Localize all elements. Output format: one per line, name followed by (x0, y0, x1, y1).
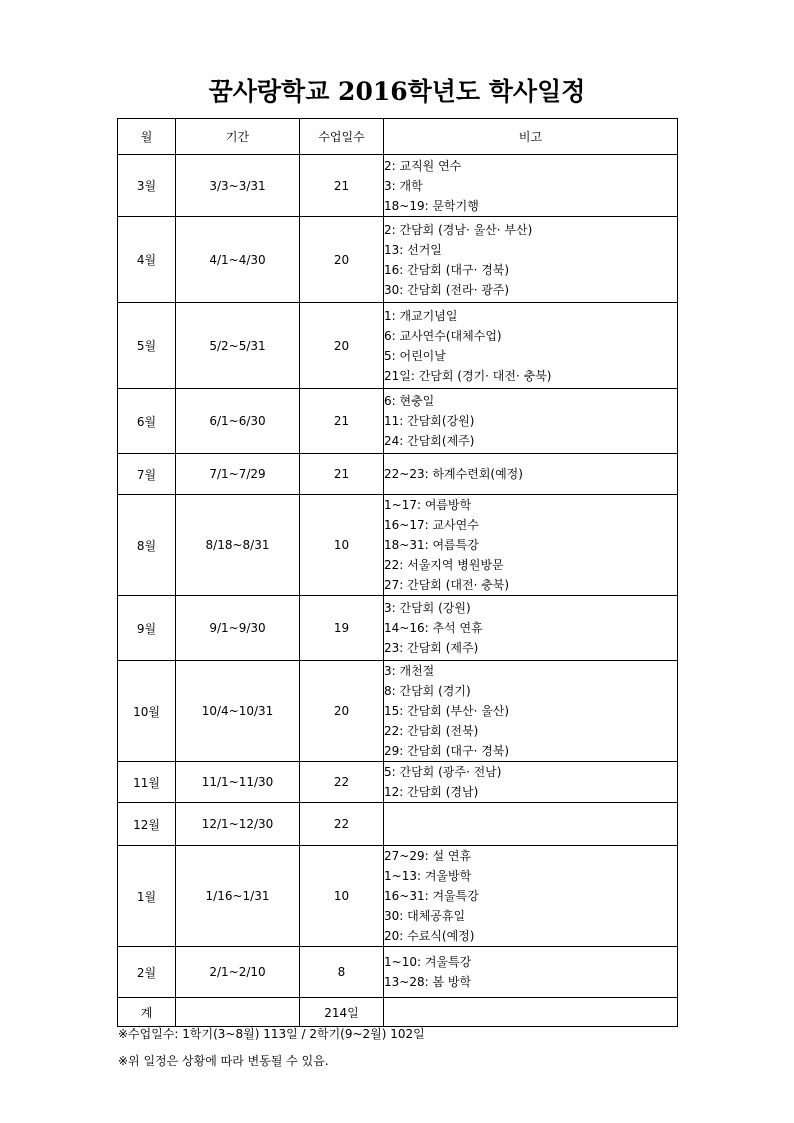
days-cell: 21 (300, 454, 384, 495)
table-row (118, 762, 678, 803)
note-item: 3: 간담회 (강원) (384, 601, 471, 615)
period-cell: 3/3~3/31 (176, 155, 300, 217)
header-month: 월 (118, 119, 176, 155)
note-item: 14~16: 추석 연휴 (384, 621, 483, 635)
table-row (118, 947, 678, 998)
note-item: 13: 선거일 (384, 242, 442, 257)
days-cell: 21 (300, 389, 384, 454)
note-item: 1~13: 겨울방학 (384, 869, 472, 883)
table-row (118, 661, 678, 762)
table-row (118, 803, 678, 846)
note-item: 3: 개천절 (384, 664, 435, 678)
note-item: 8: 간담회 (경기) (384, 684, 471, 698)
footnote-schedule-change: ※위 일정은 상황에 따라 변동될 수 있음. (118, 1054, 329, 1068)
note-item: 11: 간담회(강원) (384, 414, 475, 428)
notes-cell (384, 947, 678, 998)
note-item: 30: 대체공휴일 (384, 909, 466, 923)
note-item: 22: 간담회 (전북) (384, 724, 479, 738)
note-item: 15: 간담회 (부산· 울산) (384, 704, 510, 718)
days-cell: 22 (300, 762, 384, 803)
period-cell: 6/1~6/30 (176, 389, 300, 454)
table-header-row (118, 119, 678, 155)
note-item: 22: 서울지역 병원방문 (384, 558, 504, 572)
footnotes (118, 1024, 425, 1078)
total-label-cell: 계 (118, 998, 176, 1027)
table-row (118, 389, 678, 454)
month-cell: 6월 (118, 389, 176, 454)
total-row (118, 998, 678, 1027)
notes-cell (384, 661, 678, 762)
month-cell: 9월 (118, 596, 176, 661)
table-row (118, 155, 678, 217)
days-cell: 22 (300, 803, 384, 846)
note-item: 3: 개학 (384, 178, 423, 193)
month-cell: 2월 (118, 947, 176, 998)
month-cell: 8월 (118, 495, 176, 596)
table-row (118, 846, 678, 947)
month-cell: 11월 (118, 762, 176, 803)
period-cell: 7/1~7/29 (176, 454, 300, 495)
table-row (118, 303, 678, 389)
note-item: 21일: 간담회 (경기· 대전· 충북) (384, 368, 552, 383)
period-cell: 8/18~8/31 (176, 495, 300, 596)
notes-cell (384, 389, 678, 454)
table-row (118, 454, 678, 495)
notes-cell (384, 495, 678, 596)
days-cell: 20 (300, 217, 384, 303)
month-cell: 12월 (118, 803, 176, 846)
table-row (118, 217, 678, 303)
days-cell: 21 (300, 155, 384, 217)
note-item: 5: 어린이날 (384, 348, 446, 363)
note-item: 20: 수료식(예정) (384, 929, 475, 943)
note-item: 2: 교직원 연수 (384, 158, 462, 173)
period-cell: 5/2~5/31 (176, 303, 300, 389)
days-cell: 20 (300, 661, 384, 762)
note-item: 18~19: 문학기행 (384, 198, 479, 213)
footnote-class-days: ※수업일수: 1학기(3~8월) 113일 / 2학기(9~2월) 102일 (118, 1027, 425, 1041)
note-item: 16~17: 교사연수 (384, 518, 479, 532)
month-cell: 3월 (118, 155, 176, 217)
table-body (118, 155, 678, 1027)
note-item: 6: 교사연수(대체수업) (384, 328, 502, 343)
notes-cell (384, 762, 678, 803)
period-cell: 1/16~1/31 (176, 846, 300, 947)
notes-cell (384, 303, 678, 389)
note-item: 1~10: 겨울특강 (384, 955, 472, 969)
period-cell: 12/1~12/30 (176, 803, 300, 846)
period-cell: 10/4~10/31 (176, 661, 300, 762)
notes-cell (384, 155, 678, 217)
note-item: 16~31: 겨울특강 (384, 889, 479, 903)
month-cell: 4월 (118, 217, 176, 303)
days-cell: 10 (300, 495, 384, 596)
month-cell: 10월 (118, 661, 176, 762)
page-title: 꿈사랑학교 2016학년도 학사일정 (208, 77, 586, 106)
note-item: 1~17: 여름방학 (384, 498, 472, 512)
note-item: 27: 간담회 (대전· 충북) (384, 578, 510, 592)
note-item: 13~28: 봄 방학 (384, 975, 472, 989)
note-item: 27~29: 설 연휴 (384, 849, 472, 863)
days-cell: 19 (300, 596, 384, 661)
schedule-table (117, 118, 678, 1027)
header-days: 수업일수 (300, 119, 384, 155)
note-item: 5: 간담회 (광주· 전남) (384, 765, 502, 779)
month-cell: 5월 (118, 303, 176, 389)
header-notes: 비고 (384, 119, 678, 155)
note-item: 1: 개교기념일 (384, 308, 458, 323)
note-item: 29: 간담회 (대구· 경북) (384, 744, 510, 758)
period-cell: 4/1~4/30 (176, 217, 300, 303)
header-period: 기간 (176, 119, 300, 155)
notes-cell (384, 217, 678, 303)
note-item: 16: 간담회 (대구· 경북) (384, 262, 510, 277)
note-item: 23: 간담회 (제주) (384, 641, 479, 655)
notes-cell (384, 596, 678, 661)
notes-cell (384, 454, 678, 495)
month-cell: 7월 (118, 454, 176, 495)
total-notes-cell (384, 998, 678, 1027)
note-item: 24: 간담회(제주) (384, 434, 475, 448)
days-cell: 20 (300, 303, 384, 389)
notes-cell (384, 803, 678, 846)
note-item: 2: 간담회 (경남· 울산· 부산) (384, 222, 533, 237)
month-cell: 1월 (118, 846, 176, 947)
table-row (118, 596, 678, 661)
period-cell: 11/1~11/30 (176, 762, 300, 803)
period-cell: 2/1~2/10 (176, 947, 300, 998)
total-days-cell: 214일 (300, 998, 384, 1027)
days-cell: 8 (300, 947, 384, 998)
days-cell: 10 (300, 846, 384, 947)
note-item: 22~23: 하계수련회(예정) (384, 467, 523, 481)
note-item: 18~31: 여름특강 (384, 538, 479, 552)
note-item: 30: 간담회 (전라· 광주) (384, 282, 510, 297)
table-row (118, 495, 678, 596)
note-item: 6: 현충일 (384, 394, 435, 408)
period-cell: 9/1~9/30 (176, 596, 300, 661)
notes-cell (384, 846, 678, 947)
note-item: 12: 간담회 (경남) (384, 785, 479, 799)
total-period-cell (176, 998, 300, 1027)
